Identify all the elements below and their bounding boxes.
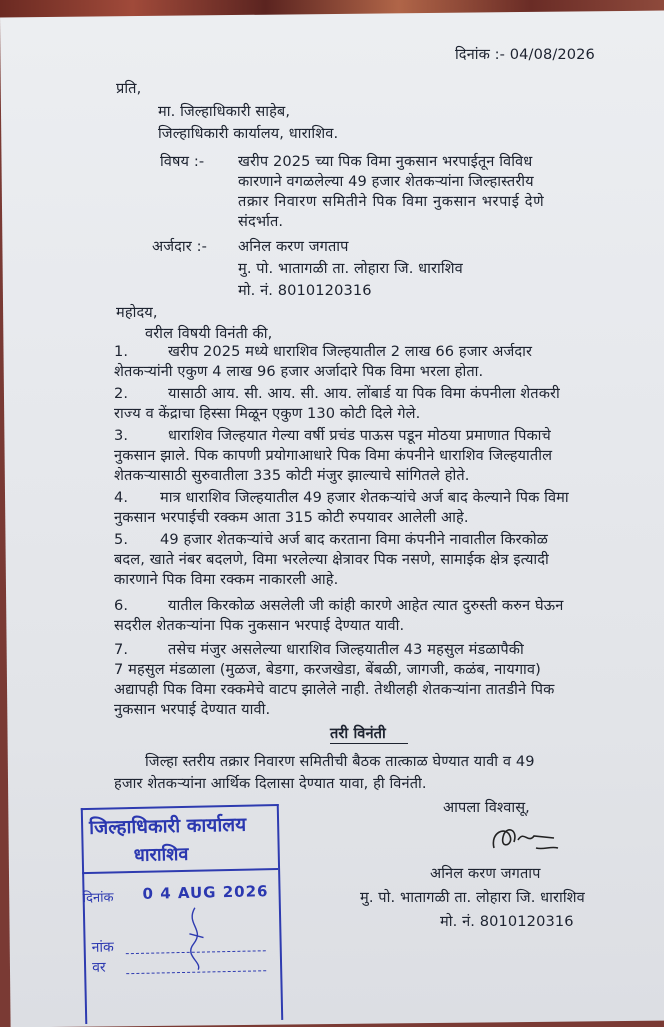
applicant-name: अनिल करण जगताप [238, 238, 349, 255]
point-text: यासाठी आय. सी. आय. सी. आय. लोंबार्ड या पिक विमा कंपनीला शेतकरी [168, 385, 560, 402]
request-line: हजार शेतकऱ्यांना आर्थिक दिलासा देण्यात यावा, ही विनंती. [114, 775, 427, 792]
closing: आपला विश्वासू, [443, 799, 530, 816]
point-number: 7. [114, 641, 129, 658]
stamp-office: जिल्हाधिकारी कार्यालय [88, 813, 247, 839]
stamp-city: धाराशिव [133, 843, 189, 866]
stamp-initials [175, 903, 216, 974]
point-text: राज्य व केंद्राचा हिस्सा मिळून एकुण 130 कोटी दिले गेले. [114, 405, 421, 422]
point-text: शेतकऱ्यांनी एकुण 4 लाख 96 हजार अर्जादारे पिक विमा भरला होता. [114, 363, 484, 380]
point-text: नुकसान भरपाई देण्यात यावी. [114, 701, 271, 718]
date-line: दिनांक :- 04/08/2026 [455, 46, 595, 63]
signature-mobile: मो. नं. 8010120316 [440, 913, 574, 930]
point-text: 7 महसुल मंडळाला (मुळज, बेडगा, करजखेडा, बेंबळी, जागजी, कळंब, नायगाव) [114, 661, 541, 678]
point-number: 3. [114, 427, 129, 444]
heading-underline [330, 743, 408, 744]
point-text: नुकसान भरपाईची रक्कम आता 315 कोटी रुपयावर आलेली आहे. [114, 509, 469, 526]
to-label: प्रति, [116, 80, 142, 97]
point-text: सदरील शेतकऱ्यांना पिक नुकसान भरपाई देण्यात यावी. [114, 617, 405, 634]
subject-line: खरीप 2025 च्या पिक विमा नुकसान भरपाईतून विविध [238, 153, 533, 170]
point-text: अद्यापही पिक विमा रक्कमेचे वाटप झालेले नाही. तेथीलही शेतकऱ्यांना तातडीने पिक [114, 681, 555, 698]
salutation: महोदय, [116, 304, 158, 321]
signature-scribble [484, 820, 564, 864]
recipient-office: जिल्हाधिकारी कार्यालय, धाराशिव. [158, 125, 339, 142]
point-text: खरीप 2025 मध्ये धाराशिव जिल्हयातील 2 लाख 66 हजार अर्जदार [168, 343, 533, 360]
subject-line: संदर्भात. [238, 213, 284, 230]
point-number: 5. [114, 531, 129, 548]
subject-label: विषय :- [160, 153, 205, 170]
point-number: 1. [114, 343, 129, 360]
stamp-field-1: नांक [91, 939, 115, 956]
point-text: धाराशिव जिल्हयात गेल्या वर्षी प्रचंड पाऊस पडून मोठया प्रमाणात पिकाचे [168, 427, 551, 444]
signature-address: मु. पो. भातागळी ता. लोहारा जि. धाराशिव [360, 889, 585, 906]
recipient-title: मा. जिल्हाधिकारी साहेब, [158, 103, 291, 120]
subject-line: तक्रार निवारण समितीने पिक विमा नुकसान भरपाई देणे [238, 193, 545, 210]
point-text: शेतकऱ्यासाठी सुरुवातीला 335 कोटी मंजुर झाल्याचे सांगितले होते. [114, 467, 470, 484]
point-text: कारणाने पिक विमा रक्कम नाकारली आहे. [114, 571, 339, 588]
applicant-address: मु. पो. भातागळी ता. लोहारा जि. धाराशिव [238, 260, 463, 277]
point-number: 6. [114, 597, 129, 614]
point-text: बदल, खाते नंबर बदलणे, विमा भरलेल्या क्षेत्रावर पिक नसणे, सामाईक क्षेत्र इत्यादी [114, 551, 549, 568]
point-text: 49 हजार शेतकऱ्यांचे अर्ज बाद करताना विमा कंपनीने नावातील किरकोळ [160, 531, 548, 548]
point-number: 4. [114, 489, 129, 506]
signature-name: अनिल करण जगताप [430, 865, 541, 882]
subject-line: कारणाने वगळलेल्या 49 हजार शेतकऱ्यांना जिल्हास्तरीय [238, 173, 534, 190]
point-text: मात्र धाराशिव जिल्हयातील 49 हजार शेतकऱ्यांचे अर्ज बाद केल्याने पिक विमा [160, 489, 569, 506]
stamp-date-label: दिनांक [82, 890, 114, 907]
request-heading: तरी विनंती [330, 725, 386, 742]
intro-line: वरील विषयी विनंती की, [145, 325, 273, 342]
point-text: यातील किरकोळ असलेली जी कांही कारणे आहेत त्यात दुरुस्ती करुन घेऊन [168, 597, 564, 614]
office-inward-stamp [81, 804, 283, 1024]
stamp-field-2: वर [91, 959, 106, 976]
point-text: नुकसान झाले. पिक कापणी प्रयोगाआधारे पिक विमा कंपनीने धाराशिव जिल्हयातील [114, 447, 553, 464]
stamp-divider [82, 868, 278, 874]
applicant-label: अर्जदार :- [152, 238, 207, 255]
applicant-mobile: मो. नं. 8010120316 [238, 282, 372, 299]
point-text: तसेच मंजुर असलेल्या धाराशिव जिल्हयातील 43 महसुल मंडळापैकी [168, 641, 524, 658]
stamp-date: 0 4 AUG 2026 [142, 882, 269, 903]
point-number: 2. [114, 385, 129, 402]
request-line: जिल्हा स्तरीय तक्रार निवारण समितीची बैठक तात्काळ घेण्यात यावी व 49 [145, 753, 535, 770]
